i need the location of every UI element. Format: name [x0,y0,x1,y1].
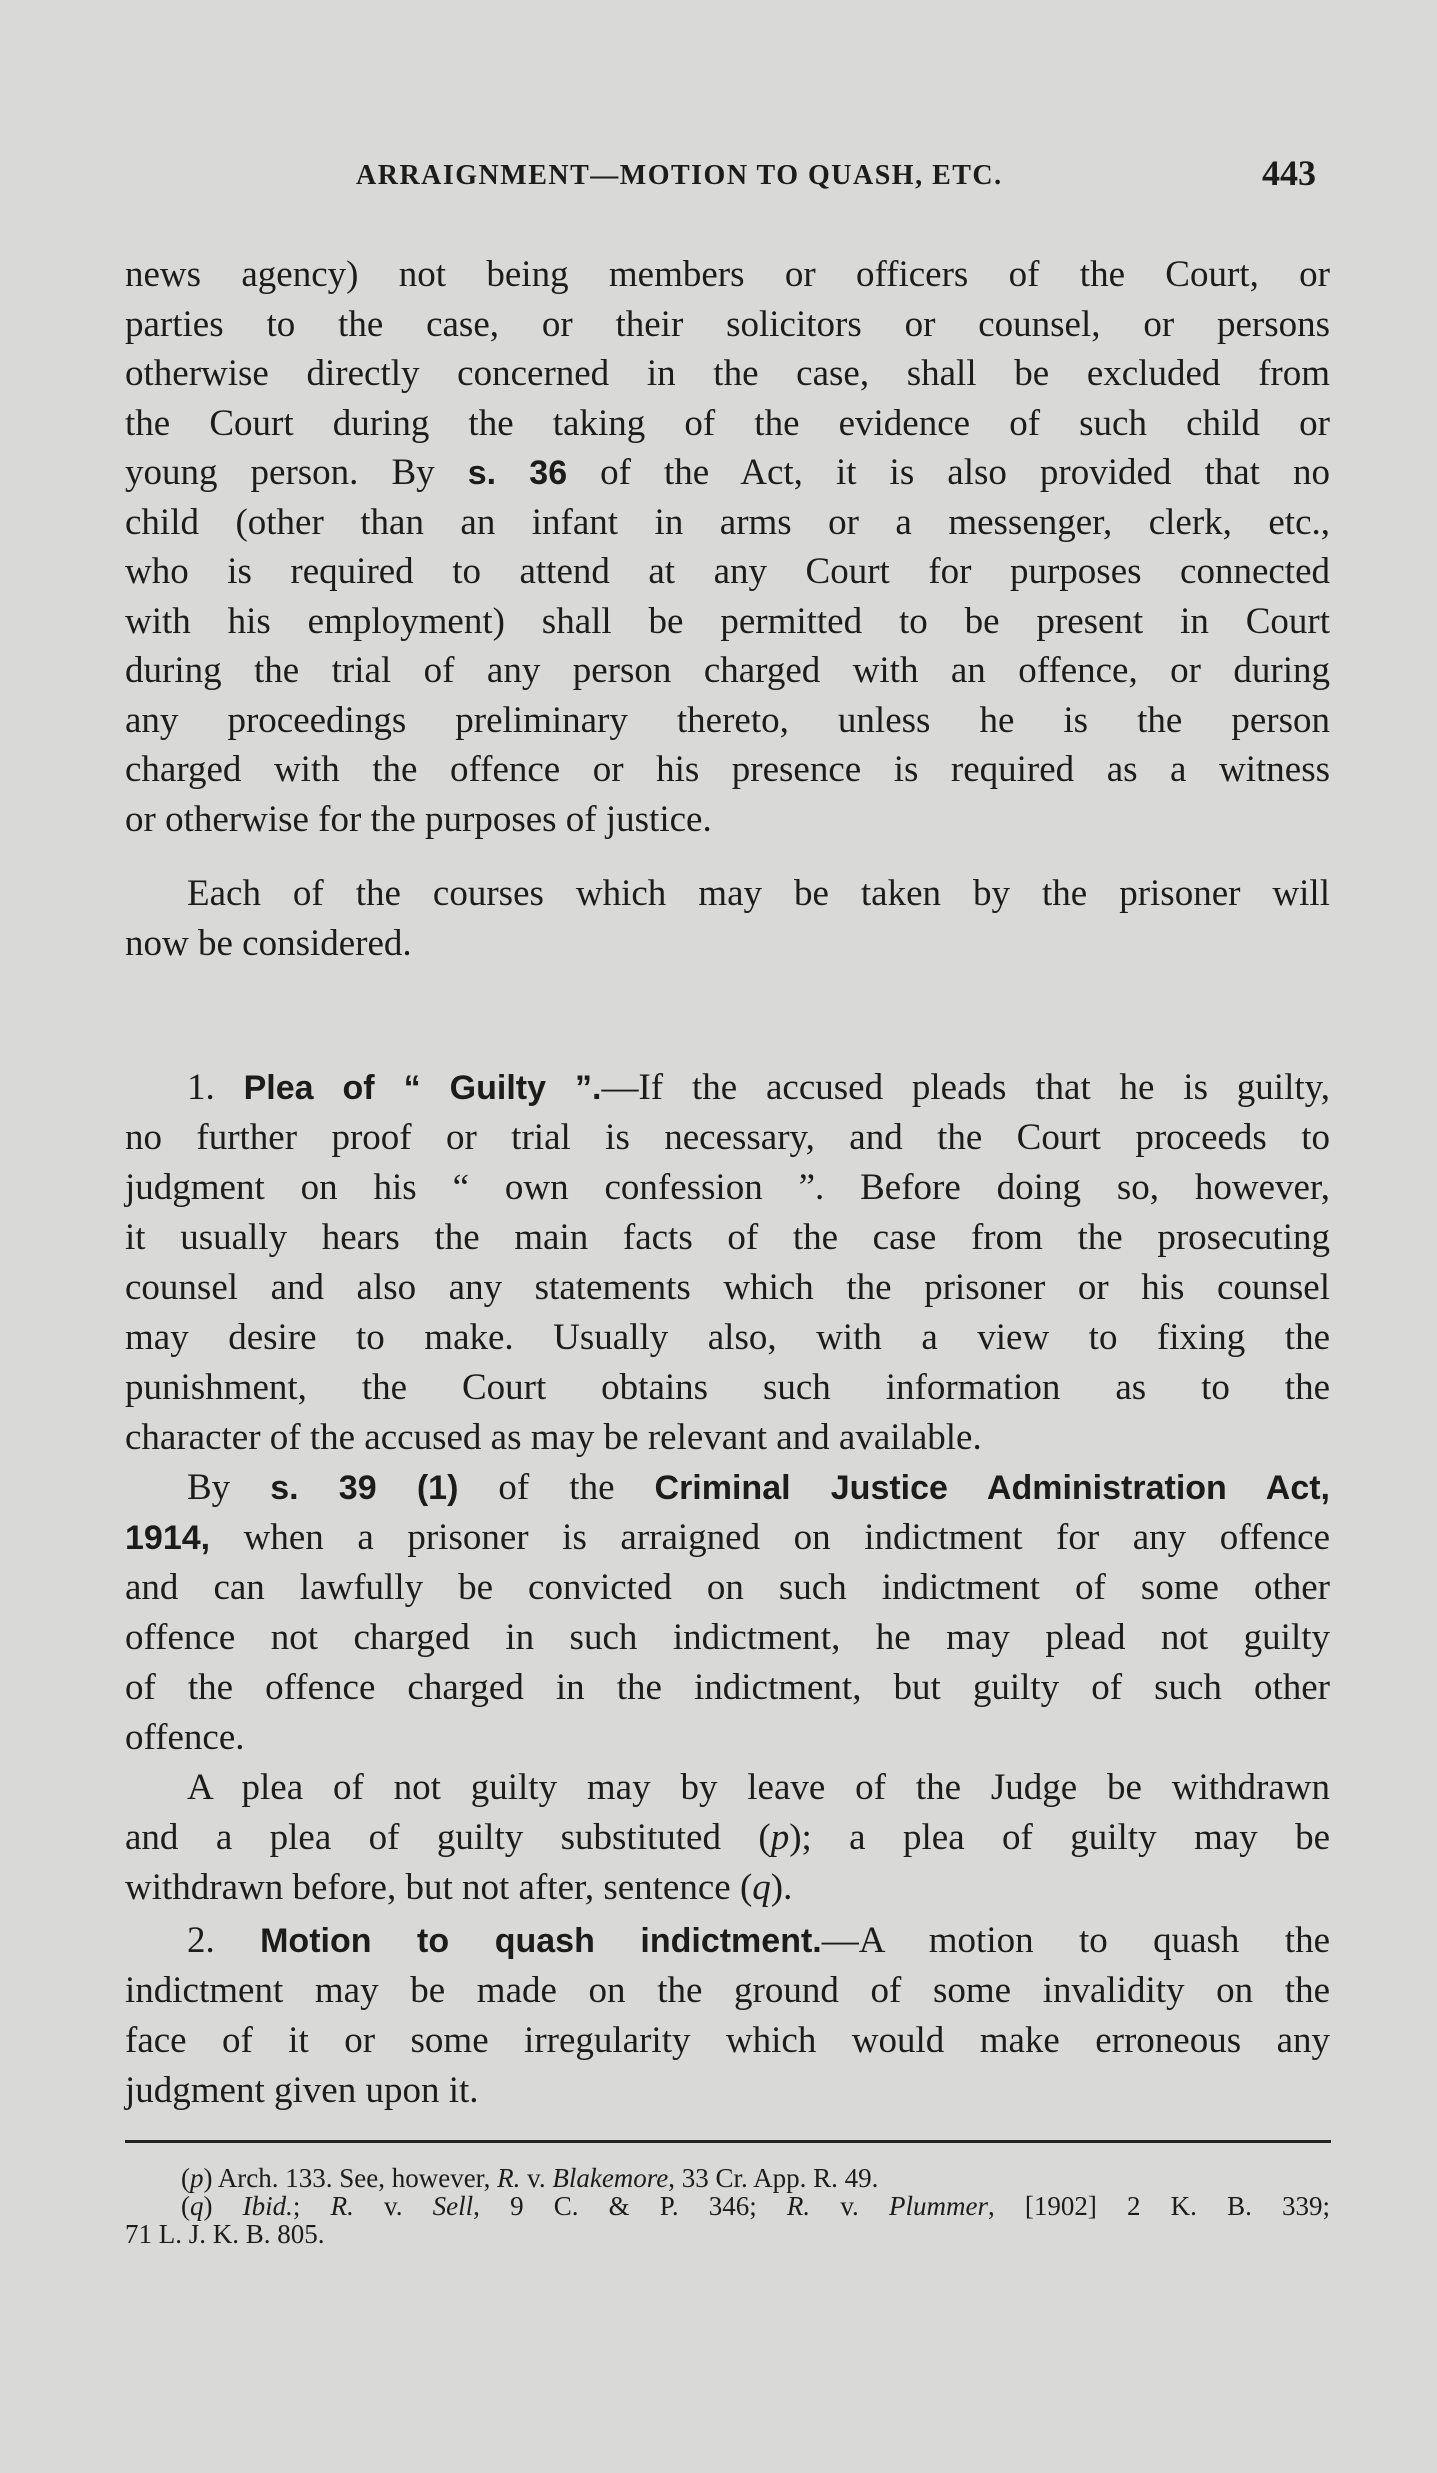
italic-text: q [190,2191,204,2221]
text-line [125,1916,1330,1966]
text-run: with his employment) shall be permitted to be present in Court [125,600,1330,642]
text-line [125,448,1330,498]
text-line [125,2016,1330,2066]
text-run: punishment, the Court obtains such information as to the [125,1367,1330,1408]
italic-text: p [190,2163,204,2193]
text-run: charged with the offence or his presence is required as a witness [125,749,1330,790]
text-run: of the [458,1467,655,1508]
text-run: when a prisoner is arraigned on indictment for any offence [210,1517,1330,1558]
text-run: now be considered. [125,923,412,964]
text-run: judgment given upon it. [125,2070,479,2111]
text-line [125,1513,1330,1563]
text-run: during the trial of any person charged with an offence, or during [125,650,1330,691]
text-run: and can lawfully be convicted on such indictment of some other [125,1567,1330,1608]
text-run: indictment may be made on the ground of some invalidity on the [125,1970,1330,2011]
text-run: ); a plea of guilty may be [789,1817,1331,1858]
text-line [125,250,1330,300]
text-line [125,1263,1330,1313]
text-run: —If the accused pleads that he is guilty, [601,1067,1330,1108]
text-line [125,869,1330,919]
text-run: , 9 C. & P. 346; [473,2191,787,2221]
text-run: may desire to make. Usually also, with a view to fixing the [125,1317,1330,1358]
bold-text: s. 36 [467,454,568,492]
text-line [125,300,1330,350]
text-line [125,597,1330,647]
italic-text: Ibid. [242,2191,293,2221]
text-line [125,399,1330,449]
text-line [125,1063,1330,1113]
text-run: news agency) not being members or officers of the Court, or [125,254,1330,295]
text-run: offence. [125,1717,245,1758]
text-line [125,1213,1330,1263]
text-line [125,795,1330,845]
text-line [125,1113,1330,1163]
italic-text: R. [330,2191,354,2221]
text-line [125,2164,1330,2192]
text-run: v. [353,2191,433,2221]
text-line [125,1763,1330,1813]
page-number: 443 [1262,153,1316,193]
text-line [125,2066,1330,2116]
text-line [125,349,1330,399]
text-run: the Court during the taking of the evidence of such child or [125,402,1330,444]
text-run: Each of the courses which may be taken by the prisoner will [187,873,1330,914]
text-run: v. [520,2163,553,2193]
text-line [125,696,1330,746]
text-run: counsel and also any statements which the prisoner or his counsel [125,1267,1330,1308]
text-line [125,1713,1330,1763]
text-run: who is required to attend at any Court for purposes connected [125,551,1330,592]
italic-text: R. [497,2163,521,2193]
text-line [125,1663,1330,1713]
text-run: ) Arch. 133. See, however, [203,2163,498,2193]
text-line [125,1363,1330,1413]
text-line [125,1613,1330,1663]
text-line [125,1413,1330,1463]
text-run: child (other than an infant in arms or a messenger, clerk, etc., [125,501,1330,543]
italic-text: p [770,1817,790,1858]
text-run: , 33 Cr. App. R. 49. [668,2163,879,2193]
text-run: ). [770,1867,793,1908]
text-run: and a plea of guilty substituted ( [125,1817,771,1858]
text-line [125,745,1330,795]
text-run: otherwise directly concerned in the case, shall be excluded from [125,353,1330,394]
text-run: A plea of not guilty may by leave of the Judge be withdrawn [187,1767,1330,1808]
text-run: 2. [187,1920,261,1961]
italic-text: Sell [432,2191,474,2221]
bold-text: 1914, [125,1519,211,1557]
text-line [125,919,1330,969]
text-line [125,1163,1330,1213]
text-line [125,1563,1330,1613]
text-run: By [187,1467,271,1508]
text-run: 1. [187,1067,244,1108]
bold-text: Criminal Justice Administration Act, [654,1469,1330,1507]
running-head: ARRAIGNMENT—MOTION TO QUASH, ETC. [356,160,1003,191]
text-run: character of the accused as may be relevant and available. [125,1417,982,1458]
text-line [125,2220,1330,2248]
text-line [125,646,1330,696]
bold-text: s. 39 (1) [270,1469,459,1507]
text-run: young person. By [125,452,468,493]
text-line [125,547,1330,597]
italic-text: R. [786,2191,811,2221]
text-run: judgment on his “ own confession ”. Before doing so, however, [125,1167,1330,1208]
text-line [125,498,1330,548]
text-run: , [1902] 2 K. B. 339; [987,2191,1331,2221]
text-run: offence not charged in such indictment, he may plead not guilty [125,1617,1330,1658]
paragraph-courses [125,869,1330,969]
text-run: ( [181,2163,190,2193]
text-line [125,1313,1330,1363]
italic-text: Plummer [888,2191,988,2221]
text-run: ) [203,2191,243,2221]
text-run: withdrawn before, but not after, sentence ( [125,1867,753,1908]
bold-text: Motion to quash indictment. [260,1922,822,1960]
text-run: of the Act, it is also provided that no [567,452,1331,493]
text-line [125,1813,1330,1863]
text-run: or otherwise for the purposes of justice. [125,798,712,840]
footnotes [125,2164,1330,2248]
text-line [125,1463,1330,1513]
section-motion-to-quash [125,1916,1330,2116]
text-run: —A motion to quash the [821,1920,1330,1961]
text-run: ( [181,2191,190,2221]
section-plea-of-guilty [125,1063,1330,1913]
text-run: 71 L. J. K. B. 805. [125,2219,325,2249]
text-run: any proceedings preliminary thereto, unless he is the person [125,699,1330,741]
text-run: ; [292,2191,331,2221]
text-run: it usually hears the main facts of the case from the prosecuting [125,1217,1330,1258]
text-line [125,2192,1330,2220]
text-run: v. [810,2191,889,2221]
paragraph-continuation [125,250,1330,844]
text-run: face of it or some irregularity which would make erroneous any [125,2020,1330,2061]
italic-text: q [752,1867,771,1908]
text-run: of the offence charged in the indictment, but guilty of such other [125,1667,1330,1708]
footnote-divider [125,2140,1331,2143]
text-run: parties to the case, or their solicitors or counsel, or persons [125,303,1330,345]
text-line [125,1863,1330,1913]
text-line [125,1966,1330,2016]
text-run: no further proof or trial is necessary, and the Court proceeds to [125,1117,1330,1158]
bold-text: Plea of “ Guilty ”. [243,1069,602,1107]
italic-text: Blakemore [552,2163,669,2193]
